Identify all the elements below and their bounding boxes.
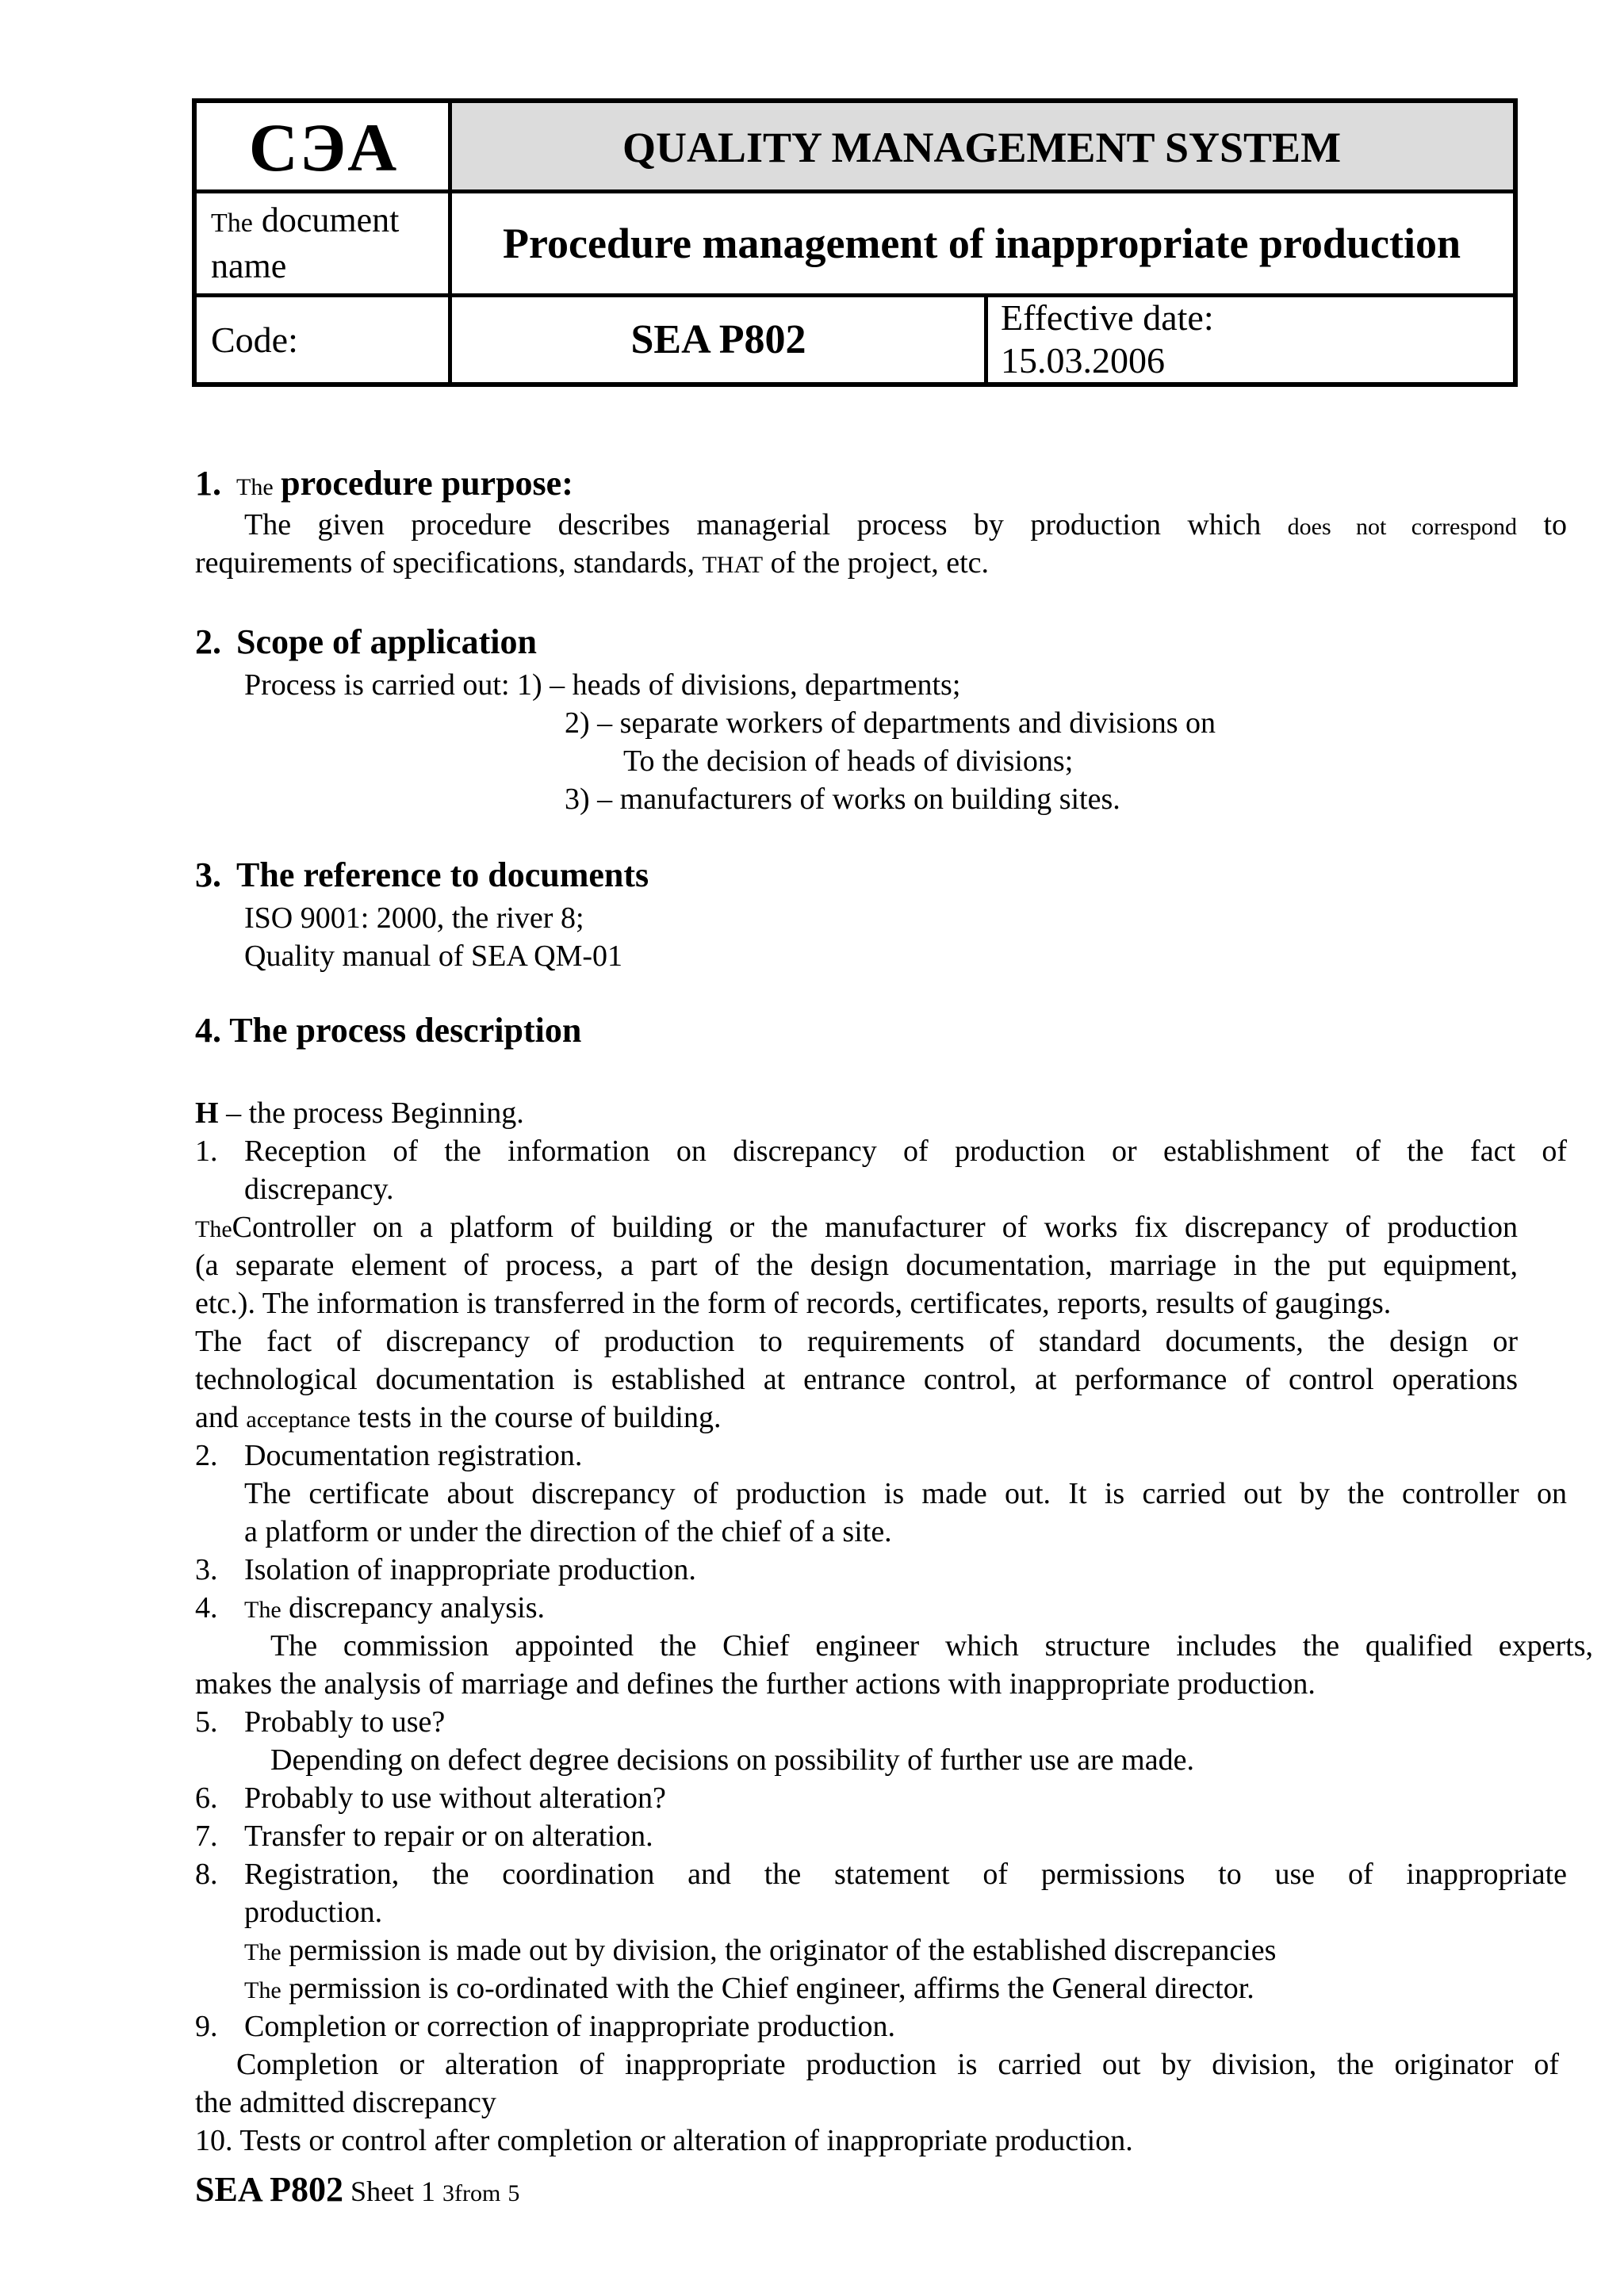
text: permission is co-ordinated with the Chief engineer, affirms the General director.: [289, 1972, 1254, 2005]
text: to: [1543, 508, 1568, 541]
list-item: [195, 2007, 1567, 2045]
text: requirements of specifications, standards,: [195, 546, 695, 580]
text: Completion or correction of inappropriate production.: [244, 2010, 895, 2043]
text: Documentation registration.: [244, 1439, 583, 1472]
table-divider: [197, 293, 1513, 297]
item-number: 3.: [195, 1553, 218, 1586]
paragraph-line: a platform or under the direction of the chief of a site.: [244, 1515, 892, 1548]
effective-date: [986, 295, 1513, 384]
scope-line-4: 3) – manufacturers of works on building sites.: [565, 783, 1120, 816]
scope-line-2: 2) – separate workers of departments and divisions on: [565, 706, 1216, 740]
item-number: 5.: [195, 1705, 218, 1739]
paragraph-line: makes the analysis of marriage and defines the further actions with inappropriate production.: [195, 1667, 1316, 1701]
list-item: [195, 1132, 1567, 1170]
paragraph-line: The fact of discrepancy of production to requirements of standard documents, the design or: [195, 1325, 1518, 1358]
item-number: 2.: [195, 1439, 218, 1472]
list-item: [195, 1855, 1567, 1893]
footer-code: SEA P802: [195, 2170, 344, 2209]
list-item: [195, 1703, 1567, 1741]
item-number: 1.: [195, 1135, 218, 1168]
text: Transfer to repair or on alteration.: [244, 1820, 653, 1853]
section-title: Scope of application: [236, 622, 537, 661]
text-small: acceptance: [246, 1406, 350, 1433]
paragraph-line: The certificate about discrepancy of production is made out. It is carried out by the controller on: [244, 1477, 1567, 1510]
text: permission is made out by division, the originator of the established discrepancies: [289, 1934, 1277, 1967]
item-number: 8.: [195, 1858, 218, 1891]
paragraph-line: [195, 506, 1567, 546]
paragraph-line: Completion or alteration of inappropriate production is carried out by division, the originator of: [236, 2048, 1559, 2081]
paragraph-line: etc.). The information is transferred in the form of records, certificates, reports, results of gaugings.: [195, 1287, 1392, 1320]
document-name-label-line2: name: [211, 247, 287, 285]
text-small: The: [244, 1977, 282, 2003]
text: and: [195, 1401, 239, 1434]
list-item-cont: discrepancy.: [244, 1173, 394, 1206]
footer-pages-total: 5: [508, 2180, 520, 2206]
document-name-label-small: The: [211, 209, 253, 238]
text: tests in the course of building.: [358, 1401, 722, 1434]
header-table: [192, 98, 1518, 387]
text: Probably to use?: [244, 1705, 446, 1739]
text: The given procedure describes managerial process by production which: [244, 508, 1262, 541]
text: of the project, etc.: [770, 546, 989, 580]
code-label: Code:: [211, 319, 298, 360]
section-1-heading: [195, 465, 1518, 507]
paragraph-line: [195, 1399, 1518, 1439]
section-title-small: The: [236, 474, 274, 500]
list-item: [195, 1589, 1567, 1629]
reference-line: Quality manual of SEA QM-01: [244, 939, 623, 973]
paragraph-line: the admitted discrepancy: [195, 2086, 496, 2119]
list-item: [195, 1779, 1567, 1817]
text-small: The: [244, 1939, 282, 1965]
system-title: QUALITY MANAGEMENT SYSTEM: [450, 103, 1513, 192]
text: Registration, the coordination and the statement of permissions to use of inappropriate: [244, 1858, 1567, 1891]
document-name: Procedure management of inappropriate production: [503, 220, 1461, 267]
item-number: 7.: [195, 1820, 218, 1853]
paragraph-line: [195, 1969, 1567, 2010]
text-small: The: [195, 1216, 232, 1242]
paragraph-line: [195, 1208, 1518, 1249]
section-2-heading: [195, 623, 1518, 663]
text-small: THAT: [702, 552, 764, 578]
text: Probably to use without alteration?: [244, 1781, 666, 1815]
company-logo: СЭА: [248, 109, 399, 186]
paragraph-line: Depending on defect degree decisions on possibility of further use are made.: [270, 1743, 1194, 1777]
section-3-heading: [195, 856, 1518, 896]
section-number: 1.: [195, 464, 221, 503]
paragraph-line: (a separate element of process, a part of the design documentation, marriage in the put equipment,: [195, 1249, 1518, 1282]
effective-date-label: Effective date:: [1001, 297, 1214, 338]
section-title: procedure purpose:: [281, 464, 573, 503]
item-number: 9.: [195, 2010, 218, 2043]
item-number: 6.: [195, 1781, 218, 1815]
text: Controller on a platform of building or the manufacturer of works fix discrepancy of production: [232, 1211, 1518, 1244]
document-name-label: [197, 192, 450, 295]
paragraph-line: [195, 1931, 1567, 1972]
footer-pages: 3from: [442, 2180, 501, 2206]
text-small: does not correspond: [1287, 514, 1518, 540]
paragraph-line: technological documentation is established at entrance control, at performance of control operations: [195, 1363, 1518, 1396]
item-number: 4.: [195, 1591, 218, 1624]
paragraph-line: The commission appointed the Chief engineer which structure includes the qualified experts,: [270, 1629, 1593, 1663]
text: Reception of the information on discrepancy of production or establishment of the fact of: [244, 1135, 1567, 1168]
list-item: 10. Tests or control after completion or alteration of inappropriate production.: [195, 2124, 1133, 2157]
document-code: SEA P802: [630, 316, 806, 362]
footer-sheet: Sheet 1: [350, 2175, 436, 2207]
table-divider: [448, 103, 452, 382]
document-name-label-text: document: [261, 201, 400, 239]
paragraph-line: [195, 544, 1518, 584]
text-small: The: [244, 1597, 282, 1623]
scope-line-1: Process is carried out: 1) – heads of divisions, departments;: [244, 668, 961, 702]
table-divider: [984, 293, 988, 382]
process-begin: [195, 1094, 1518, 1132]
list-item: [195, 1437, 1567, 1475]
section-4-heading: 4. The process description: [195, 1011, 582, 1050]
text: – the process Beginning.: [218, 1096, 524, 1130]
list-item: [195, 1551, 1567, 1589]
page-footer: [195, 2169, 519, 2210]
text: discrepancy analysis.: [289, 1591, 546, 1624]
reference-line: ISO 9001: 2000, the river 8;: [244, 901, 584, 935]
section-number: 3.: [195, 855, 221, 894]
section-title: The reference to documents: [236, 855, 649, 894]
begin-marker: H: [195, 1096, 219, 1130]
scope-line-3: To the decision of heads of divisions;: [623, 744, 1074, 778]
section-number: 2.: [195, 622, 221, 661]
list-item: [195, 1817, 1567, 1855]
text: Isolation of inappropriate production.: [244, 1553, 696, 1586]
table-divider: [197, 189, 1513, 193]
list-item-cont: production.: [244, 1896, 383, 1929]
effective-date-value: 15.03.2006: [1001, 340, 1165, 381]
